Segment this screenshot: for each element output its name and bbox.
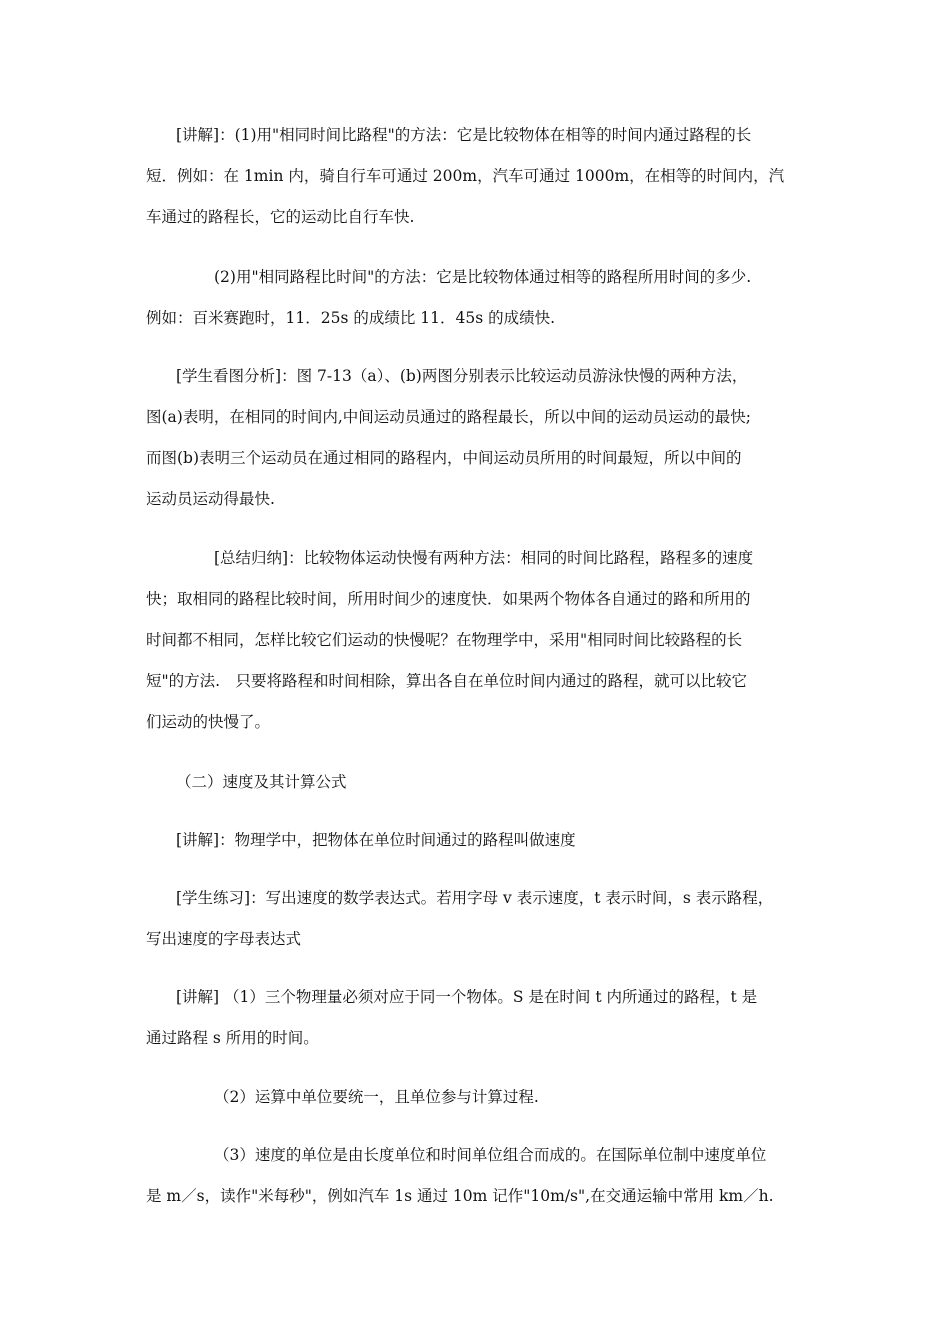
- text-line: 运动员运动得最快.: [146, 490, 275, 508]
- text-line: 短"的方法. 只要将路程和时间相除，算出各自在单位时间内通过的路程，就可以比较它: [146, 672, 748, 690]
- text-line: (2)用"相同路程比时间"的方法：它是比较物体通过相等的路程所用时间的多少.: [214, 268, 752, 286]
- text-line: [讲解] （1）三个物理量必须对应于同一个物体。S 是在时间 t 内所通过的路程，t 是: [176, 988, 758, 1006]
- section-title: （二）速度及其计算公式: [176, 773, 347, 791]
- text-line: 时间都不相同，怎样比较它们运动的快慢呢？在物理学中，采用"相同时间比较路程的长: [146, 631, 743, 649]
- paragraph-lecture-1: [146, 115, 806, 238]
- paragraph-lecture-2: [146, 820, 806, 861]
- text-line: [总结归纳]：比较物体运动快慢有两种方法：相同的时间比路程，路程多的速度: [214, 549, 754, 567]
- text-line: （3）速度的单位是由长度单位和时间单位组合而成的。在国际单位制中速度单位: [214, 1146, 767, 1164]
- text-line: 车通过的路程长，它的运动比自行车快.: [146, 208, 415, 226]
- text-line: 而图(b)表明三个运动员在通过相同的路程内，中间运动员所用的时间最短，所以中间的: [146, 449, 742, 467]
- text-line: [讲解]：物理学中，把物体在单位时间通过的路程叫做速度: [176, 831, 576, 849]
- text-line: 例如：百米赛跑时，11．25s 的成绩比 11．45s 的成绩快.: [146, 309, 556, 327]
- text-line: 短．例如：在 1min 内，骑自行车可通过 200m，汽车可通过 1000m，在相等的时间内，汽: [146, 167, 785, 185]
- text-line: 通过路程 s 所用的时间。: [146, 1029, 319, 1047]
- paragraph-student-practice: [146, 878, 806, 960]
- text-line: 们运动的快慢了。: [146, 713, 271, 731]
- paragraph-lecture-3: [146, 977, 806, 1059]
- text-line: 是 m／s，读作"米每秒"，例如汽车 1s 通过 10m 记作"10m/s",在交通运输中常用 km／h.: [146, 1187, 774, 1205]
- paragraph-point-3: [146, 1135, 806, 1217]
- text-line: [学生看图分析]：图 7-13（a）、(b)两图分别表示比较运动员游泳快慢的两种方法，: [176, 367, 748, 385]
- text-line: [讲解]：(1)用"相同时间比路程"的方法：它是比较物体在相等的时间内通过路程的长: [176, 126, 752, 144]
- text-line: 图(a)表明，在相同的时间内,中间运动员通过的路程最长，所以中间的运动员运动的最快;: [146, 408, 751, 426]
- text-line: 快；取相同的路程比较时间，所用时间少的速度快．如果两个物体各自通过的路和所用的: [146, 590, 751, 608]
- text-line: （2）运算中单位要统一，且单位参与计算过程.: [214, 1088, 539, 1106]
- paragraph-summary: [146, 538, 806, 743]
- section-heading: [146, 762, 806, 803]
- paragraph-point-2: [146, 1077, 806, 1118]
- text-line: 写出速度的字母表达式: [146, 930, 302, 948]
- paragraph-method-2: [146, 257, 806, 339]
- text-line: [学生练习]：写出速度的数学表达式。若用字母 v 表示速度，t 表示时间，s 表示路程，: [176, 889, 774, 907]
- paragraph-student-analysis: [146, 356, 806, 520]
